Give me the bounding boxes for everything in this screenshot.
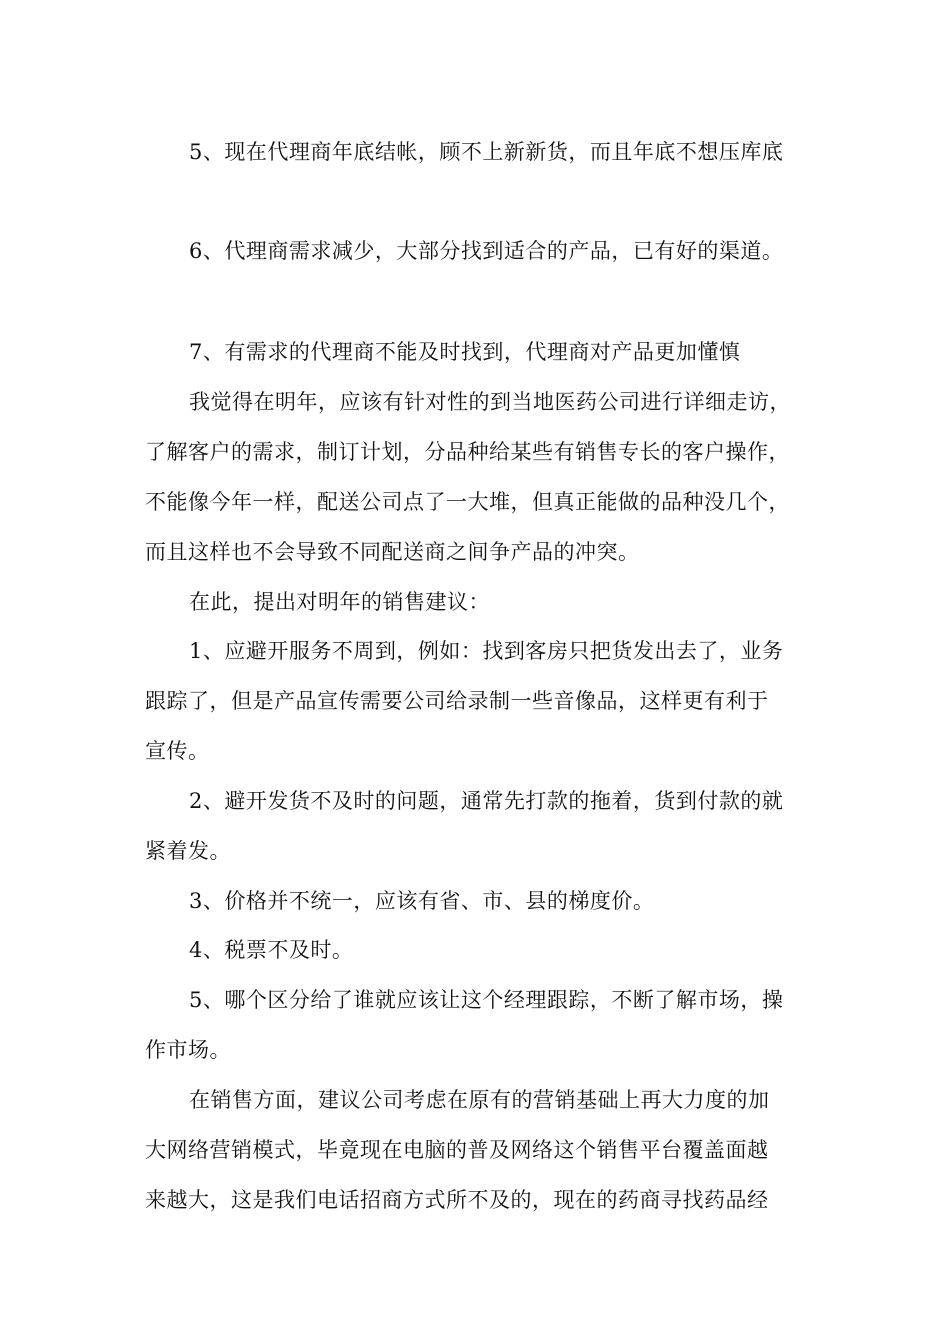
- text-line: 而且这样也不会导致不同配送商之间争产品的冲突。: [145, 540, 640, 564]
- text-line: 跟踪了，但是产品宣传需要公司给录制一些音像品，这样更有利于: [145, 689, 769, 713]
- text-line: 5、哪个区分给了谁就应该让这个经理跟踪，不断了解市场，操: [189, 988, 784, 1012]
- text-line: 紧着发。: [145, 839, 231, 863]
- text-line: 在此，提出对明年的销售建议：: [189, 590, 490, 614]
- text-line: 5、现在代理商年底结帐，顾不上新新货，而且年底不想压库底: [189, 140, 784, 164]
- text-line: 4、税票不及时。: [189, 938, 354, 962]
- text-line: 不能像今年一样，配送公司点了一大堆，但真正能做的品种没几个，: [145, 490, 790, 514]
- text-line: 3、价格并不统一，应该有省、市、县的梯度价。: [189, 889, 655, 913]
- text-line: 宣传。: [145, 739, 210, 763]
- text-line: 6、代理商需求减少，大部分找到适合的产品，已有好的渠道。: [189, 239, 784, 263]
- text-line: 我觉得在明年，应该有针对性的到当地医药公司进行详细走访，: [189, 390, 791, 414]
- text-line: 2、避开发货不及时的问题，通常先打款的拖着，货到付款的就: [189, 789, 784, 813]
- text-line: 大网络营销模式，毕竟现在电脑的普及网络这个销售平台覆盖面越: [145, 1138, 769, 1162]
- text-line: 作市场。: [145, 1038, 231, 1062]
- text-line: 7、有需求的代理商不能及时找到，代理商对产品更加懂慎: [189, 340, 741, 364]
- text-line: 来越大，这是我们电话招商方式所不及的，现在的药商寻找药品经: [145, 1188, 769, 1212]
- text-line: 1、应避开服务不周到，例如：找到客房只把货发出去了，业务: [189, 639, 784, 663]
- text-line: 在销售方面，建议公司考虑在原有的营销基础上再大力度的加: [189, 1088, 770, 1112]
- text-line: 了解客户的需求，制订计划，分品种给某些有销售专长的客户操作，: [145, 440, 790, 464]
